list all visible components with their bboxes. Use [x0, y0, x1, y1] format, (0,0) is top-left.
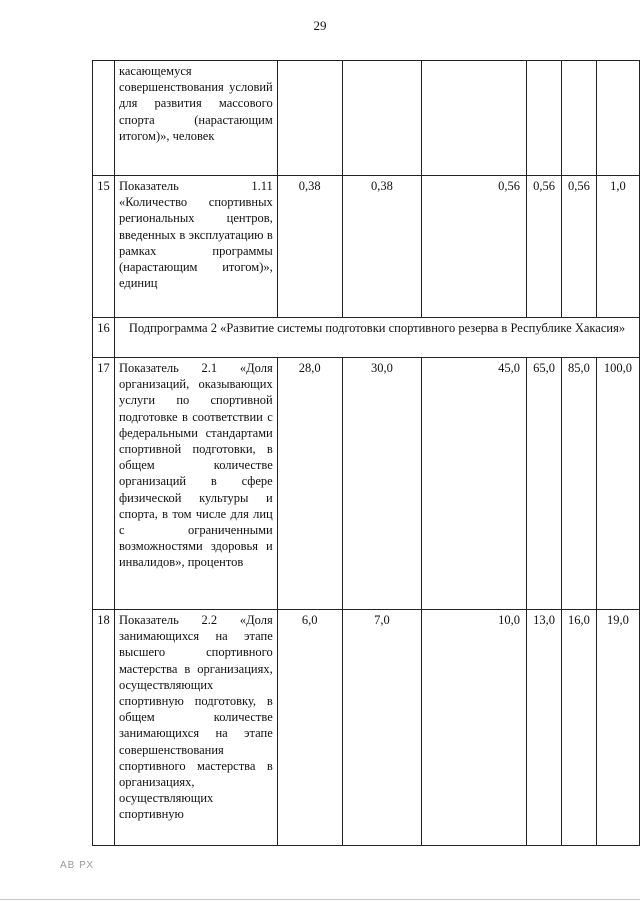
indicator-text: Показатель 2.1 «Доля организаций, оказывающих услуги по спортивной подготовке в соответствии с федеральными стандартами спортивной подготовки, в общем количестве организаций в сфере физической культуры и спорта, в том числе для лиц с ограниченными возможностями здоровья и инвалидов», процентов [114, 358, 277, 610]
value-cell [422, 61, 527, 176]
table-row [93, 358, 640, 610]
indicator-text: касающемуся совершенствования условий для развития массового спорта (нарастающим итогом)», человек [114, 61, 277, 176]
row-number: 15 [93, 176, 115, 318]
value-cell: 16,0 [561, 610, 596, 846]
page-number: 29 [313, 18, 327, 33]
row-number [93, 61, 115, 176]
indicator-text: Показатель 2.2 «Доля занимающихся на этапе высшего спортивного мастерства в организациях, осуществляющих спортивную подготовку, в общем количестве занимающихся на этапе совершенствования спортивного мастерства в организациях, осуществляющих спортивную [114, 610, 277, 846]
footer-mark: АВ РХ [60, 860, 95, 871]
value-cell: 85,0 [561, 358, 596, 610]
value-cell [596, 61, 639, 176]
value-cell: 13,0 [527, 610, 562, 846]
table-row [93, 318, 640, 358]
value-cell: 30,0 [342, 358, 422, 610]
value-cell: 0,38 [277, 176, 342, 318]
value-cell: 100,0 [596, 358, 639, 610]
table-row [93, 61, 640, 176]
page-divider [0, 899, 640, 900]
value-cell: 19,0 [596, 610, 639, 846]
table-row [93, 610, 640, 846]
value-cell [561, 61, 596, 176]
row-number: 16 [93, 318, 115, 358]
value-cell: 7,0 [342, 610, 422, 846]
value-cell [277, 61, 342, 176]
value-cell: 6,0 [277, 610, 342, 846]
value-cell: 0,56 [422, 176, 527, 318]
value-cell: 28,0 [277, 358, 342, 610]
value-cell: 0,38 [342, 176, 422, 318]
value-cell: 0,56 [561, 176, 596, 318]
value-cell: 0,56 [527, 176, 562, 318]
row-number: 17 [93, 358, 115, 610]
value-cell: 45,0 [422, 358, 527, 610]
subprogram-heading: Подпрограмма 2 «Развитие системы подготовки спортивного резерва в Республике Хакасия» [114, 318, 639, 358]
indicators-table [92, 60, 640, 846]
value-cell: 10,0 [422, 610, 527, 846]
indicator-text: Показатель 1.11 «Количество спортивных региональных центров, введенных в эксплуатацию в рамках программы (нарастающим итогом)», единиц [114, 176, 277, 318]
value-cell [342, 61, 422, 176]
table-row [93, 176, 640, 318]
value-cell: 65,0 [527, 358, 562, 610]
value-cell: 1,0 [596, 176, 639, 318]
row-number: 18 [93, 610, 115, 846]
value-cell [527, 61, 562, 176]
